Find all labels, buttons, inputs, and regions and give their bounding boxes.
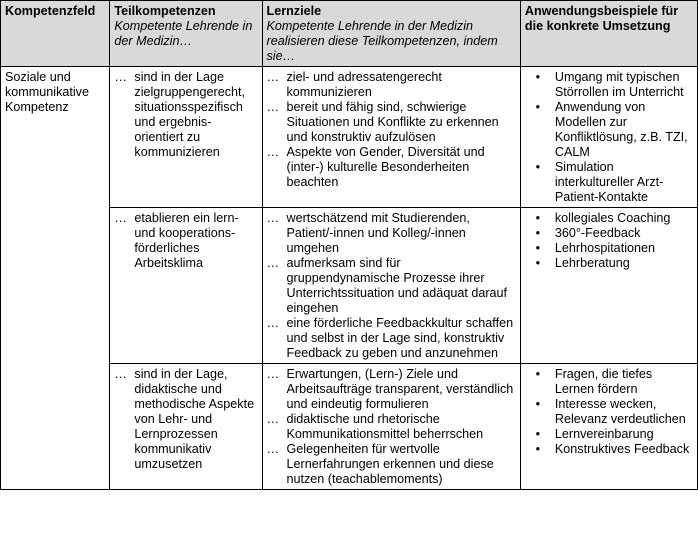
beispiel-item xyxy=(525,256,693,271)
lernziel-text: didaktische und rhetorische Kommunikationsmittel beherrschen xyxy=(286,412,484,441)
bullet-marker: • xyxy=(535,256,541,270)
ellipsis-marker: … xyxy=(114,211,127,225)
bullet-marker: • xyxy=(535,226,541,240)
header-teilkompetenzen-title: Teilkompetenzen xyxy=(114,4,216,18)
header-anwendungsbeispiele xyxy=(520,1,697,67)
ellipsis-marker: … xyxy=(266,100,280,114)
teilkompetenz-cell xyxy=(110,364,262,490)
beispiel-text: Simulation interkultureller Arzt-Patient-Kontakte xyxy=(554,160,664,204)
header-teilkompetenzen xyxy=(110,1,262,67)
ellipsis-marker: … xyxy=(266,412,280,426)
kompetenzfeld-text: Soziale und kommunikative Kompetenz xyxy=(5,70,89,114)
ellipsis-marker: … xyxy=(114,367,127,381)
beispiel-text: 360°-Feedback xyxy=(554,226,641,240)
ellipsis-marker: … xyxy=(266,145,280,159)
table-row xyxy=(1,67,698,208)
header-anwendungsbeispiele-title: Anwendungsbeispiele für die konkrete Umsetzung xyxy=(524,4,679,33)
beispiel-item xyxy=(525,226,693,241)
beispiel-text: Interesse wecken, Relevanz verdeutlichen xyxy=(554,397,686,426)
bullet-marker: • xyxy=(535,241,541,255)
beispiel-item xyxy=(525,100,693,160)
beispiel-item xyxy=(525,70,693,100)
beispiel-text: Lernvereinbarung xyxy=(554,427,654,441)
header-row xyxy=(1,1,698,67)
lernziel-item xyxy=(267,442,516,487)
ellipsis-marker: … xyxy=(266,70,280,84)
lernziel-item xyxy=(267,316,516,361)
header-lernziele-subtitle: Kompetente Lehrende in der Medizin realisieren diese Teilkompetenzen, indem sie… xyxy=(266,19,498,63)
teilkompetenz-text: sind in der Lage zielgruppengerecht, situationsspezifisch und ergebnis-orientiert zu kommunizieren xyxy=(134,70,246,159)
bullet-marker: • xyxy=(535,427,541,441)
beispiel-text: Anwendung von Modellen zur Konfliktlösung, z.B. TZI, CALM xyxy=(554,100,688,159)
beispiel-text: Lehrberatung xyxy=(554,256,630,270)
teilkompetenz-text: sind in der Lage, didaktische und methodische Aspekte von Lehr- und Lernprozessen kommunikativ umzusetzen xyxy=(134,367,255,471)
header-kompetenzfeld xyxy=(1,1,110,67)
bullet-marker: • xyxy=(535,160,541,174)
beispiele-cell xyxy=(520,67,697,208)
lernziel-text: bereit und fähig sind, schwierige Situationen und Konflikte zu erkennen und konstruktiv aufzulösen xyxy=(286,100,499,144)
beispiel-item xyxy=(525,211,693,226)
beispiel-item xyxy=(525,427,693,442)
lernziel-text: aufmerksam sind für gruppendynamische Prozesse ihrer Unterrichtssituation und adäquat darauf eingehen xyxy=(286,256,508,315)
ellipsis-marker: … xyxy=(266,442,280,456)
lernziele-cell xyxy=(262,67,520,208)
bullet-marker: • xyxy=(535,211,541,225)
lernziel-text: Erwartungen, (Lern-) Ziele und Arbeitsaufträge transparent, verständlich und eindeutig formulieren xyxy=(286,367,514,411)
lernziel-item xyxy=(267,70,516,100)
teilkompetenz-cell xyxy=(110,67,262,208)
beispiel-text: Fragen, die tiefes Lernen fördern xyxy=(554,367,653,396)
header-lernziele-title: Lernziele xyxy=(266,4,322,18)
kompetenzfeld-cell xyxy=(1,67,110,490)
ellipsis-marker: … xyxy=(266,367,280,381)
beispiel-text: kollegiales Coaching xyxy=(554,211,671,225)
lernziel-item xyxy=(267,145,516,190)
lernziel-text: wertschätzend mit Studierenden, Patient/-innen und Kolleg/-innen umgehen xyxy=(286,211,470,255)
teilkompetenz-item xyxy=(114,367,257,472)
teilkompetenz-item xyxy=(114,70,257,160)
beispiel-item xyxy=(525,442,693,457)
beispiel-item xyxy=(525,367,693,397)
beispiel-item xyxy=(525,397,693,427)
bullet-marker: • xyxy=(535,397,541,411)
bullet-marker: • xyxy=(535,442,541,456)
lernziel-text: Gelegenheiten für wertvolle Lernerfahrungen erkennen und diese nutzen (teachablemoments) xyxy=(286,442,494,486)
lernziel-item xyxy=(267,100,516,145)
ellipsis-marker: … xyxy=(266,316,280,330)
teilkompetenz-text: etablieren ein lern- und kooperations-förderliches Arbeitsklima xyxy=(134,211,239,270)
beispiel-item xyxy=(525,241,693,256)
header-lernziele xyxy=(262,1,520,67)
beispiel-text: Konstruktives Feedback xyxy=(554,442,690,456)
ellipsis-marker: … xyxy=(266,256,280,270)
lernziele-cell xyxy=(262,364,520,490)
ellipsis-marker: … xyxy=(266,211,280,225)
beispiel-item xyxy=(525,160,693,205)
beispiele-cell xyxy=(520,364,697,490)
lernziel-text: Aspekte von Gender, Diversität und (inter-) kulturelle Besonderheiten beachten xyxy=(286,145,485,189)
header-kompetenzfeld-title: Kompetenzfeld xyxy=(5,4,96,18)
lernziel-item xyxy=(267,256,516,316)
header-teilkompetenzen-subtitle: Kompetente Lehrende in der Medizin… xyxy=(114,19,253,48)
lernziel-item xyxy=(267,367,516,412)
beispiele-cell xyxy=(520,208,697,364)
beispiel-text: Lehrhospitationen xyxy=(554,241,656,255)
teilkompetenz-item xyxy=(114,211,257,271)
lernziel-item xyxy=(267,412,516,442)
bullet-marker: • xyxy=(535,100,541,114)
bullet-marker: • xyxy=(535,70,541,84)
beispiel-text: Umgang mit typischen Störrollen im Unterricht xyxy=(554,70,684,99)
lernziel-text: eine förderliche Feedbackkultur schaffen und selbst in der Lage sind, konstruktiv Feedback zu geben und anzunehmen xyxy=(286,316,514,360)
teilkompetenz-cell xyxy=(110,208,262,364)
lernziel-item xyxy=(267,211,516,256)
bullet-marker: • xyxy=(535,367,541,381)
lernziele-cell xyxy=(262,208,520,364)
ellipsis-marker: … xyxy=(114,70,127,84)
lernziel-text: ziel- und adressatengerecht kommunizieren xyxy=(286,70,442,99)
